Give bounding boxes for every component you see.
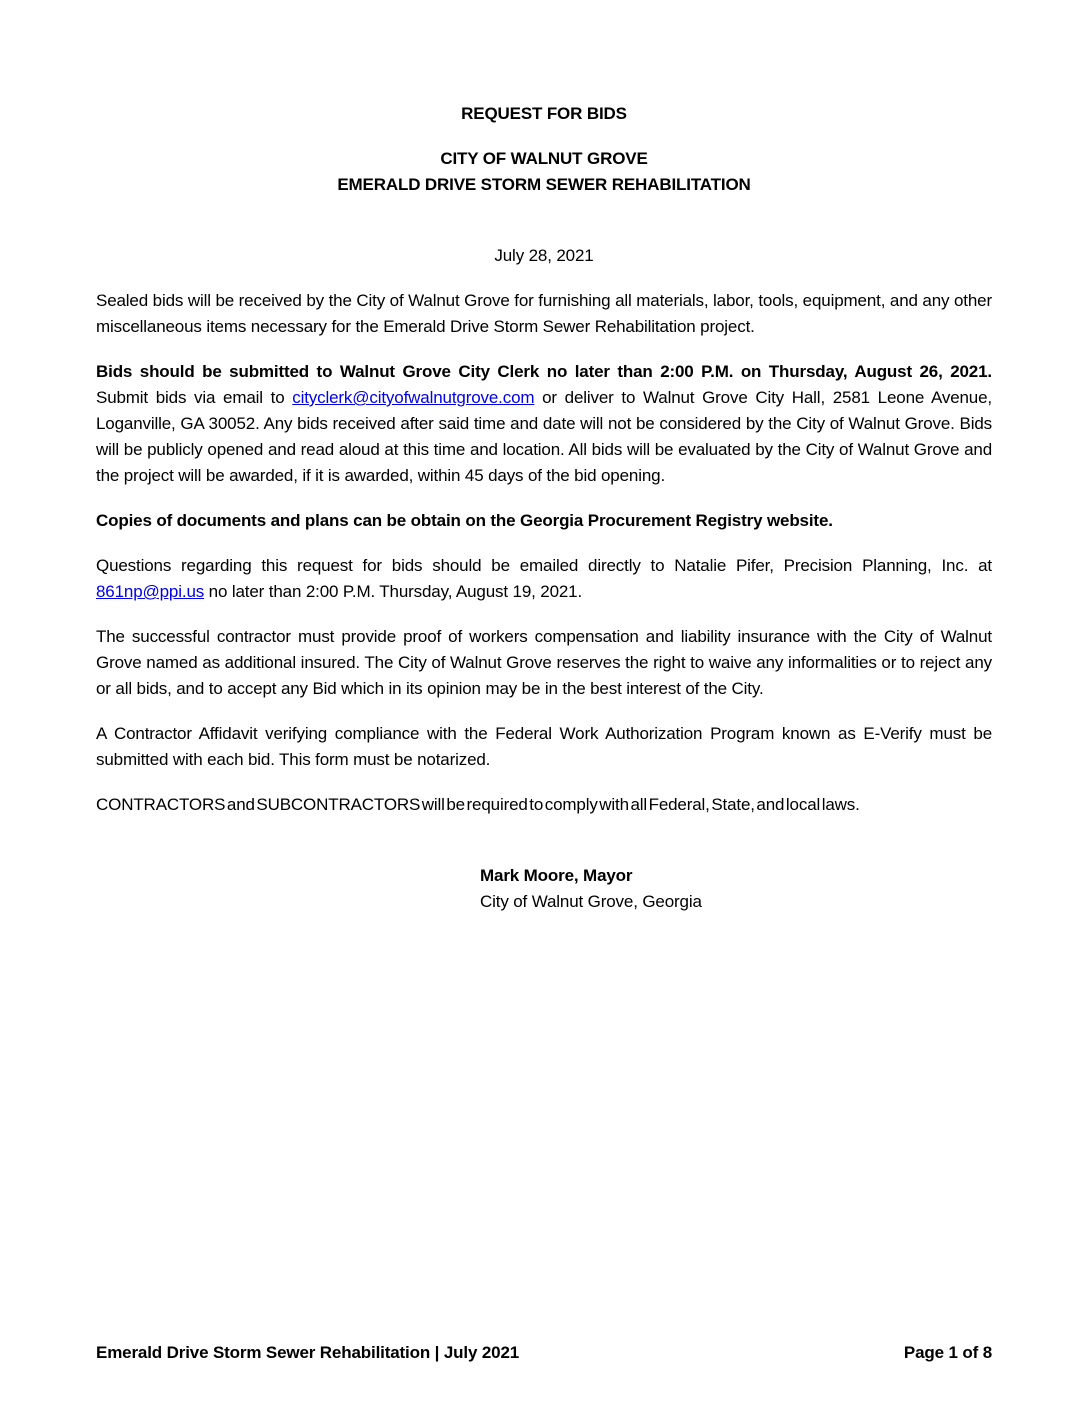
document-subtitle	[96, 146, 992, 198]
paragraph-documents-location: Copies of documents and plans can be obtain on the Georgia Procurement Registry website.	[96, 511, 833, 530]
document-title: REQUEST FOR BIDS	[461, 104, 627, 123]
bid-submission-post-link-text: or deliver to Walnut Grove City Hall, 2581 Leone Avenue, Loganville, GA 30052. Any bids received after said time and date will not be considered by the City of Walnut Grove. Bids will be publicly opened and read aloud at this time and location. All bids will be evaluated by the City of Walnut Grove and the project will be awarded, if it is awarded, within 45 days of the bid opening.	[96, 388, 992, 485]
bid-deadline-bold-text: Bids should be submitted to Walnut Grove City Clerk no later than 2:00 P.M. on Thursday, August 26, 2021.	[96, 362, 992, 381]
document-date: July 28, 2021	[494, 246, 594, 265]
questions-post-link-text: no later than 2:00 P.M. Thursday, August 19, 2021.	[204, 582, 583, 601]
paragraph-bid-submission	[96, 359, 992, 489]
signature-organization: City of Walnut Grove, Georgia	[480, 892, 702, 911]
page-footer	[96, 1342, 992, 1364]
subtitle-project: EMERALD DRIVE STORM SEWER REHABILITATION	[337, 175, 751, 194]
bid-submission-pre-link-text: Submit bids via email to	[96, 388, 293, 407]
paragraph-questions	[96, 553, 992, 605]
questions-email-link[interactable]: 861np@ppi.us	[96, 582, 205, 601]
footer-document-title: Emerald Drive Storm Sewer Rehabilitation | July 2021	[96, 1343, 520, 1362]
footer-page-number: Page 1 of 8	[903, 1343, 992, 1362]
signature-block	[480, 863, 992, 915]
paragraph-sealed-bids: Sealed bids will be received by the City of Walnut Grove for furnishing all materials, labor, tools, equipment, and any other miscellaneous items necessary for the Emerald Drive Storm Sewer Rehabilitation project.	[96, 291, 992, 336]
paragraph-insurance-requirements: The successful contractor must provide proof of workers compensation and liability insurance with the City of Walnut Grove named as additional insured. The City of Walnut Grove reserves the right to waive any informalities or to reject any or all bids, and to accept any Bid which in its opinion may be in the best interest of the City.	[96, 627, 992, 698]
cityclerk-email-link[interactable]: cityclerk@cityofwalnutgrove.com	[292, 388, 535, 407]
signature-name-title: Mark Moore, Mayor	[480, 866, 633, 885]
paragraph-contractor-affidavit: A Contractor Affidavit verifying compliance with the Federal Work Authorization Program known as E-Verify must be submitted with each bid. This form must be notarized.	[96, 724, 992, 769]
subtitle-org: CITY OF WALNUT GROVE	[440, 149, 648, 168]
paragraph-compliance-laws: CONTRACTORS and SUBCONTRACTORS will be required to comply with all Federal, State, and local laws.	[96, 795, 860, 814]
questions-pre-link-text: Questions regarding this request for bids should be emailed directly to Natalie Pifer, Precision Planning, Inc. at	[96, 556, 992, 575]
